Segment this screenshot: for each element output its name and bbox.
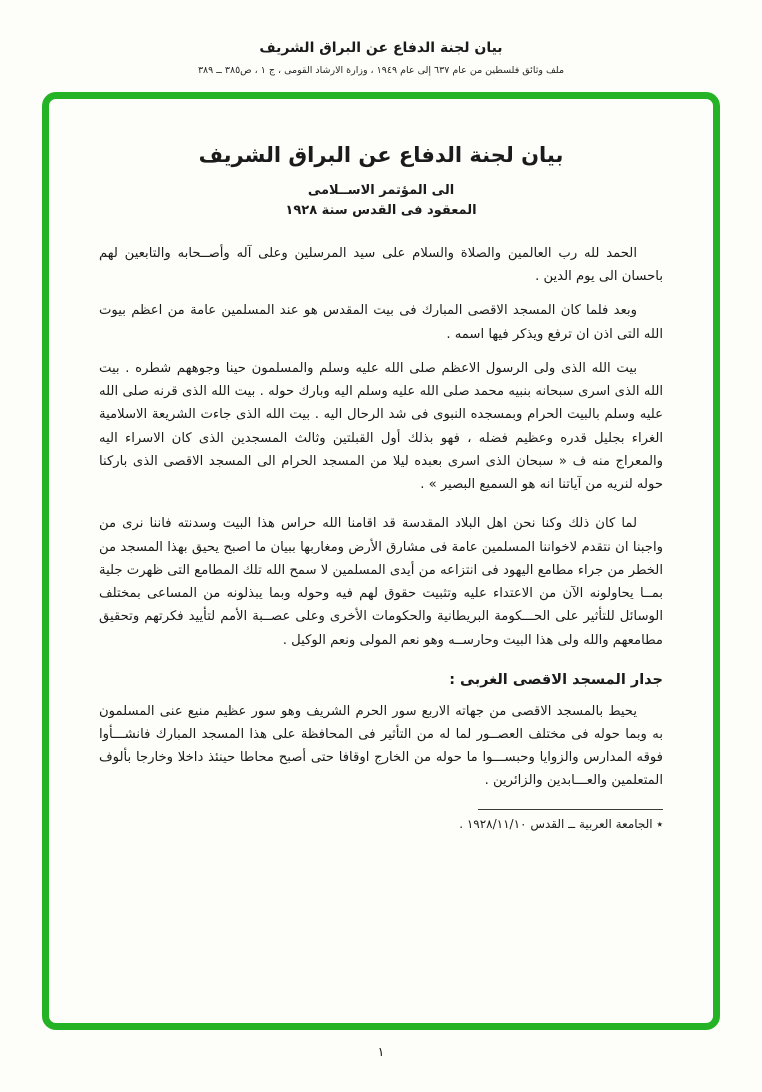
section-paragraph: يحيط بالمسجد الاقصى من جهاته الاربع سور الحرم الشريف وهو سور عظيم منيع عنى المسلمون به وبما حوله فى مختلف العصــور لما له من التأثير فى المحافظة على هذا المسجد المبارك فانشـــأوا فوقه المدارس والزوايا وحبســـوا ما حوله من الخارج اوقافا حتى أصبح محاطا حينئذ داخلا وخارجا بألوف المتعلمين والعـــابدين والزائرين .	[99, 703, 663, 789]
scan-header	[0, 0, 762, 76]
document-title: بيان لجنة الدفاع عن البراق الشريف	[198, 143, 564, 167]
document-subtitle-2: المعقود فى القدس سنة ١٩٢٨	[285, 203, 477, 218]
header-title: بيان لجنة الدفاع عن البراق الشريف	[259, 40, 503, 56]
document-frame	[42, 92, 720, 1030]
footnote-divider	[478, 809, 663, 810]
paragraph: لما كان ذلك وكنا نحن اهل البلاد المقدسة قد اقامنا الله حراس هذا البيت وسدنته فاننا نرى من واجبنا ان نتقدم لاخواننا المسلمين عامة فى مشارق الأرض ومغاربها ببيان ما اصبح يحيق بهذا المسجد من الخطر من جراء مطامع اليهود فى انتزاعه من أيدى المسلمين لا سمح الله تلك المطامع التى ظهرت جلية بمــا يحاولونه الآن من الاعتداء عليه وتثبيت حقوق لهم فيه وحوله وبما يبذلونه من المساعى بمختلف الوسائل للتأثير على الحـــكومة البريطانية والحكومات الأخرى وعلى عصــبة الأمم لتأييد فكرتهم وتحقيق مطامعهم والله ولى هذا البيت وحارســه وهو نعم المولى ونعم الوكيل .	[99, 516, 663, 648]
page-number: ١	[377, 1044, 385, 1059]
paragraph: بيت الله الذى ولى الرسول الاعظم صلى الله عليه وسلم والمسلمون حينا وجوههم شطره . بيت الله الذى اسرى سبحانه بنبيه محمد صلى الله عليه وسلم اليه وبارك حوله . بيت الله الذى قرنه صلى الله عليه وسلم بالبيت الحرام وبمسجده النبوى فى شد الرحال اليه . بيت الله الذى جاءت الشريعة الاسلامية الغراء بجليل قدره وعظيم فضله ، فهو بذلك أول القبلتين وثالث المسجدين الذى كان الاسراء اليه والمعراج منه ف « سبحان الذى اسرى بعبده ليلا من المسجد الحرام الى المسجد الاقصى الذى باركنا حوله لنريه من آياتنا انه هو السميع البصير » .	[99, 360, 663, 493]
document-subtitle-1: الى المؤتمر الاســلامى	[307, 183, 455, 198]
header-source-line: ملف وثائق فلسطين من عام ٦٣٧ إلى عام ١٩٤٩ ، وزارة الارشاد القومى ، ج ١ ، ص٣٨٥ ــ ٣٨٩	[197, 65, 565, 76]
paragraph: الحمد لله رب العالمين والصلاة والسلام على سيد المرسلين وعلى آله وأصــحابه والتابعين لهم باحسان الى يوم الدين .	[99, 246, 663, 285]
paragraph: وبعد فلما كان المسجد الاقصى المبارك فى بيت المقدس هو عند المسلمين عامة من اعظم بيوت الله التى اذن ان ترفع ويذكر فيها اسمه .	[99, 303, 663, 342]
footnote: ٭ الجامعة العربية ــ القدس ١٩٢٨/١١/١٠ .	[459, 816, 663, 831]
section-heading: جدار المسجد الاقصى الغربى :	[449, 671, 663, 688]
